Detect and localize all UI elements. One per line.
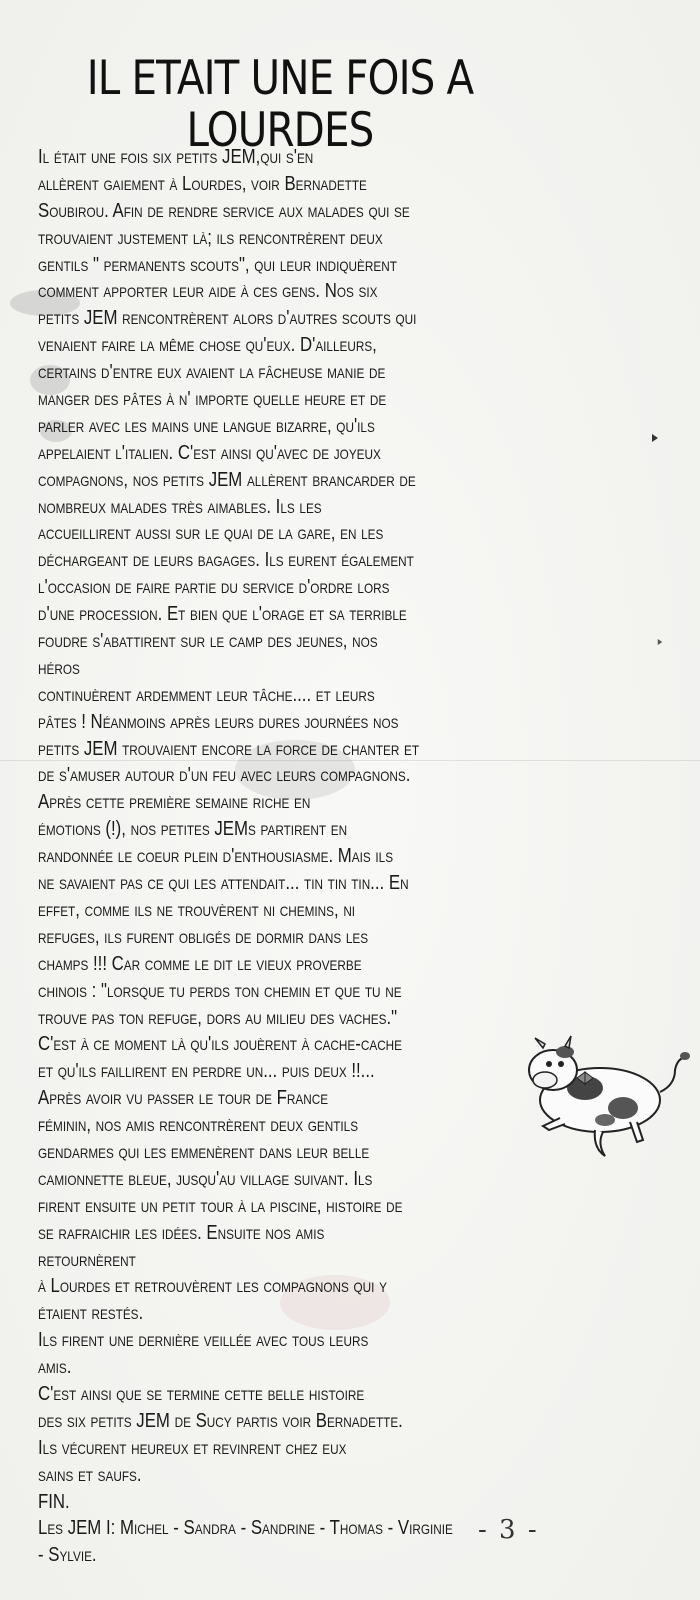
text-line: Après cette première semaine riche en — [38, 791, 311, 814]
text-line: continuèrent ardemment leur tâche.... et leurs — [38, 683, 375, 706]
text-line: - Sylvie. — [38, 1544, 97, 1567]
text-line: trouvaient justement là; ils rencontrèrent deux — [38, 226, 383, 249]
text-line: certains d'entre eux avaient la fâcheuse manie de — [38, 361, 386, 384]
text-line: ne savaient pas ce qui les attendait... tin tin tin... En — [38, 872, 409, 895]
text-line: l'occasion de faire partie du service d'ordre lors — [38, 576, 390, 599]
text-line: féminin, nos amis rencontrèrent deux gentils — [38, 1114, 359, 1137]
text-line: randonnée le coeur plein d'enthousiasme. Mais ils — [38, 845, 394, 868]
page-title — [39, 53, 521, 157]
text-line: C'est ainsi que se termine cette belle histoire — [38, 1382, 365, 1405]
text-line: parler avec les mains une langue bizarre, qu'ils — [38, 414, 375, 437]
text-line: comment apporter leur aide à ces gens. Nos six — [38, 280, 378, 303]
text-line: allèrent gaiement à Lourdes, voir Bernadette — [38, 172, 367, 195]
text-line: gendarmes qui les emmenèrent dans leur belle — [38, 1140, 370, 1163]
text-line: refuges, ils furent obligés de dormir dans les — [38, 925, 369, 948]
text-line: camionnette bleue, jusqu'au village suivant. Ils — [38, 1167, 373, 1190]
text-line: Il était une fois six petits JEM,qui s'en — [38, 146, 314, 168]
text-line: d'une procession. Et bien que l'orage et sa terrible — [38, 603, 407, 626]
page-number: - 3 - — [478, 1515, 539, 1545]
text-line: sains et saufs. — [38, 1463, 142, 1486]
text-line: Soubirou. Afin de rendre service aux malades qui se — [38, 199, 410, 222]
title-line-2: LOURDES — [186, 103, 374, 159]
text-line: émotions (!), nos petites JEMs partirent en — [38, 818, 348, 841]
text-line: C'est à ce moment là qu'ils jouèrent à cache-cache — [38, 1033, 403, 1056]
text-line: FIN. — [38, 1490, 70, 1513]
text-line: déchargeant de leurs bagages. Ils eurent également — [38, 549, 414, 572]
text-line: gentils " permanents scouts", qui leur indiquèrent — [38, 253, 397, 276]
text-line: manger des pâtes à n' importe quelle heure et de — [38, 388, 387, 411]
text-line: champs !!! Car comme le dit le vieux proverbe — [38, 952, 362, 975]
text-line: petits JEM rencontrèrent alors d'autres scouts qui — [38, 307, 417, 330]
text-line: pâtes ! Néanmoins après leurs dures journées nos — [38, 710, 399, 733]
text-line: accueillirent aussi sur le quai de la gare, en les — [38, 522, 384, 545]
text-line: Les JEM I: Michel - Sandra - Sandrine - Thomas - Virginie — [38, 1517, 453, 1540]
text-line: foudre s'abattirent sur le camp des jeunes, nos — [38, 630, 378, 653]
text-line: compagnons, nos petits JEM allèrent brancarder de — [38, 468, 416, 491]
text-line: retournèrent — [38, 1248, 136, 1271]
text-line: héros — [38, 656, 80, 679]
text-line: trouve pas ton refuge, dors au milieu des vaches." — [38, 1006, 398, 1029]
text-line: Après avoir vu passer le tour de France — [38, 1087, 329, 1110]
text-line: Ils vécurent heureux et revinrent chez eux — [38, 1436, 347, 1459]
text-line: nombreux malades très aimables. Ils les — [38, 495, 322, 518]
text-line: amis. — [38, 1356, 72, 1379]
title-line-1: IL ETAIT UNE FOIS A — [86, 51, 474, 107]
text-line: des six petits JEM de Sucy partis voir Bernadette. — [38, 1409, 403, 1432]
text-line: venaient faire la même chose qu'eux. D'ailleurs, — [38, 334, 377, 357]
text-line: chinois : "lorsque tu perds ton chemin et que tu ne — [38, 979, 402, 1002]
text-line: de s'amuser autour d'un feu avec leurs compagnons. — [38, 764, 411, 787]
dust-speck-icon — [651, 433, 659, 443]
text-line: petits JEM trouvaient encore la force de chanter et — [38, 737, 420, 760]
text-line: à Lourdes et retrouvèrent les compagnons qui y — [38, 1275, 387, 1298]
text-line: Ils firent une dernière veillée avec tous leurs — [38, 1329, 369, 1352]
story-text — [38, 144, 658, 1569]
cow-illustration — [505, 1030, 695, 1160]
text-line: se rafraichir les idées. Ensuite nos amis — [38, 1221, 325, 1244]
text-line: firent ensuite un petit tour à la piscine, histoire de — [38, 1194, 403, 1217]
text-line: et qu'ils faillirent en perdre un... puis deux !!... — [38, 1060, 375, 1083]
text-line: étaient restés. — [38, 1302, 144, 1325]
text-line: appelaient l'italien. C'est ainsi qu'avec de joyeux — [38, 441, 381, 464]
dust-speck-icon — [657, 638, 663, 646]
text-line: effet, comme ils ne trouvèrent ni chemins, ni — [38, 898, 356, 921]
